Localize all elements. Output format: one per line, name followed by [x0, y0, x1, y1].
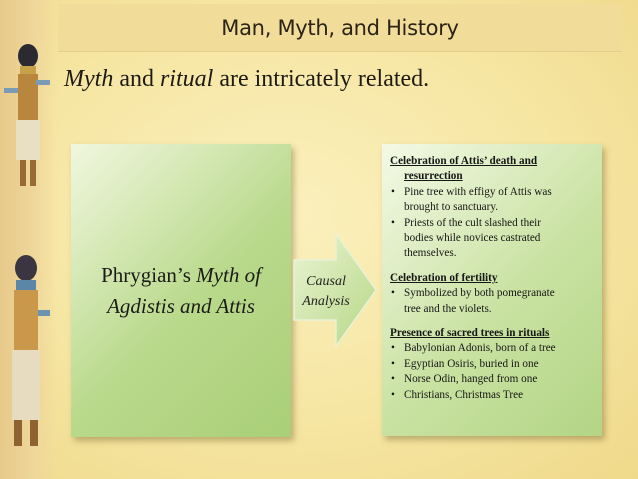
section-heading	[390, 271, 596, 286]
subtitle-myth: Myth	[64, 66, 114, 92]
subtitle-and: and	[113, 66, 160, 92]
section-heading	[390, 326, 596, 341]
list-item-line: Pine tree with effigy of Attis was	[404, 185, 552, 198]
analysis-section	[390, 154, 596, 262]
section-heading-line: resurrection	[404, 170, 463, 183]
list-item-line: Egyptian Osiris, buried in one	[404, 357, 539, 370]
list-item-line: Babylonian Adonis, born of a tree	[404, 342, 556, 355]
list-item-line: Norse Odin, hanged from one	[404, 373, 538, 386]
list-item	[390, 388, 596, 403]
section-heading-line: Celebration of fertility	[390, 271, 498, 284]
section-heading-line: Presence of sacred trees in rituals	[390, 327, 550, 340]
analysis-box	[382, 144, 602, 436]
section-heading	[390, 154, 596, 185]
slide-title: Man, Myth, and History	[221, 16, 459, 40]
list-item	[390, 286, 596, 317]
myth-box-line2: Agdistis and Attis	[107, 293, 255, 318]
list-item-line: Christians, Christmas Tree	[404, 388, 524, 401]
list-item-line: tree and the violets.	[404, 302, 492, 315]
myth-box-text	[76, 260, 286, 322]
egyptian-border	[0, 0, 58, 479]
list-item	[390, 372, 596, 387]
egyptian-figure-bottom-icon	[0, 250, 54, 450]
list-item	[390, 185, 596, 216]
list-item-line: Symbolized by both pomegranate	[404, 287, 555, 300]
myth-box-line1b: Myth of	[196, 262, 261, 287]
arrow-label-line2: Analysis	[302, 294, 350, 309]
myth-box	[71, 144, 291, 437]
slide-subtitle	[64, 66, 429, 93]
analysis-section	[390, 271, 596, 317]
list-item	[390, 216, 596, 262]
section-heading-line: Celebration of Attis’ death and	[390, 155, 538, 167]
list-item-line: bodies while novices castrated	[404, 232, 541, 245]
list-item-line: Priests of the cult slashed their	[404, 216, 542, 229]
list-item	[390, 357, 596, 372]
myth-box-line1a: Phrygian’s	[101, 262, 197, 287]
subtitle-ritual: ritual	[159, 66, 214, 92]
arrow-label-line1: Causal	[306, 274, 346, 289]
subtitle-rest: are intricately related.	[213, 66, 430, 92]
list-item-line: brought to sanctuary.	[404, 201, 499, 214]
list-item	[390, 341, 596, 356]
arrow-label	[295, 272, 357, 312]
list-item-line: themselves.	[404, 247, 457, 260]
egyptian-figure-top-icon	[0, 40, 54, 190]
analysis-section	[390, 326, 596, 403]
